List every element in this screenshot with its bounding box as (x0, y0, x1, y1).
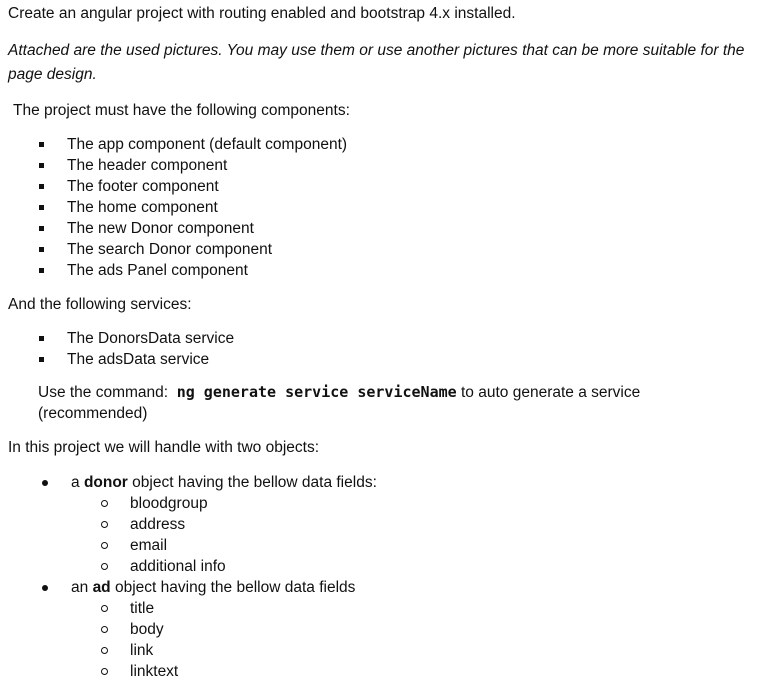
ad-pre: an (71, 579, 89, 596)
donor-fields-list (100, 493, 226, 577)
donor-pre: a (71, 474, 80, 491)
services-list (38, 328, 234, 370)
list-item (38, 577, 355, 598)
list-item: title (100, 598, 178, 619)
attached-note: Attached are the used pictures. You may use them or use another pictures that can be more suitable for the page design. (8, 42, 745, 83)
list-item: The header component (38, 155, 347, 176)
command-paragraph (38, 382, 738, 424)
command-prefix: Use the command: (38, 384, 169, 401)
list-item: link (100, 640, 178, 661)
list-item: The footer component (38, 176, 347, 197)
list-item: The home component (38, 197, 347, 218)
list-item: The adsData service (38, 349, 234, 370)
list-item: bloodgroup (100, 493, 226, 514)
donor-bold: donor (83, 474, 128, 491)
ad-post: object having the bellow data fields (114, 579, 356, 596)
list-item: The DonorsData service (38, 328, 234, 349)
ad-fields-list (100, 598, 178, 682)
command-suffix: to auto generate a service (recommended) (38, 384, 641, 422)
list-item: address (100, 514, 226, 535)
list-item (38, 472, 377, 493)
list-item: The ads Panel component (38, 260, 347, 281)
list-item: linktext (100, 661, 178, 682)
list-item: The search Donor component (38, 239, 347, 260)
services-heading: And the following services: (8, 296, 192, 313)
ad-bullet (38, 577, 355, 598)
list-item: The new Donor component (38, 218, 347, 239)
components-list (38, 134, 347, 281)
command-code: ng generate service serviceName (176, 383, 457, 401)
donor-post: object having the bellow data fields: (132, 474, 377, 491)
ad-bold: ad (92, 579, 111, 596)
list-item: email (100, 535, 226, 556)
donor-bullet (38, 472, 377, 493)
list-item: The app component (default component) (38, 134, 347, 155)
list-item: body (100, 619, 178, 640)
objects-heading: In this project we will handle with two objects: (8, 439, 320, 456)
list-item: additional info (100, 556, 226, 577)
components-heading: The project must have the following components: (13, 102, 350, 119)
intro-paragraph: Create an angular project with routing enabled and bootstrap 4.x installed. (8, 5, 516, 22)
